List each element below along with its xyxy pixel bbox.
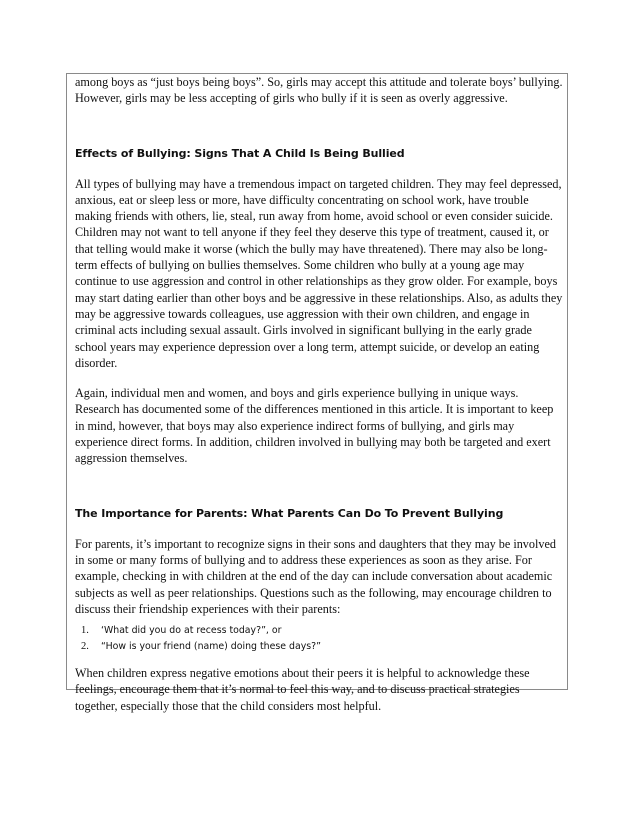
list-text: “How is your friend (name) doing these days?” [101, 641, 321, 653]
signs-heading: Effects of Bullying: Signs That A Child Is Being Bullied [75, 146, 405, 160]
parents-heading: The Importance for Parents: What Parents Can Do To Prevent Bullying [75, 506, 504, 520]
parents-paragraph: For parents, it’s important to recognize signs in their sons and daughters that they may be involved in some or many forms of bullying and to address these experiences as soon as they arise. For example, checking in with children at the end of the day can include conversation about academic subjects as well as peer relationships. Questions such as the following, may encourage children to discuss their friendship experiences with their parents: [75, 536, 556, 616]
list-number: 1. [81, 625, 89, 637]
signs-paragraph: All types of bullying may have a tremendous impact on targeted children. They may feel depressed, anxious, eat or sleep less or more, have difficulty concentrating on school work, have trouble making friends with others, lie, steal, run away from home, avoid school or even consider suicide. Children may not want to tell anyone if they feel they deserve this type of treatment, caused it, or that telling would make it worse (which the bully may have threatened). There may also be long-term effects of bullying on bullies themselves. Some children who bully at a young age may continue to use aggression and control in other relationships as they grow older. For example, boys may start dating earlier than other boys and be aggressive in these relationships. Also, as adults they may be aggressive towards colleagues, use aggression with their own children, and engage in criminal acts including sexual assault. Girls involved in significant bullying in the early grade school years may experience depression over a long term, attempt suicide, or develop an eating disorder. [75, 176, 563, 370]
closing-paragraph: When children express negative emotions about their peers it is helpful to acknowledge these feelings, encourage them that it’s normal to feel this way, and to discuss practical strategies together, especially those that the child considers most helpful. [75, 666, 530, 713]
list-item [81, 639, 565, 655]
list-item [81, 623, 565, 639]
questions-list [75, 623, 565, 655]
document-body [75, 74, 565, 714]
list-number: 2. [81, 641, 89, 653]
again-paragraph: Again, individual men and women, and boys and girls experience bullying in unique ways. Research has documented some of the differences mentioned in this article. It is important to keep in mind, however, that boys may also experience indirect forms of bullying, and girls may experience direct forms. In addition, children involved in bullying may both be targeted and exert aggression themselves. [75, 386, 554, 466]
intro-paragraph: among boys as “just boys being boys”. So, girls may accept this attitude and tolerate boys’ bullying. However, girls may be less accepting of girls who bully if it is seen as overly aggressive. [75, 75, 563, 106]
list-text: ‘What did you do at recess today?”, or [101, 625, 282, 637]
